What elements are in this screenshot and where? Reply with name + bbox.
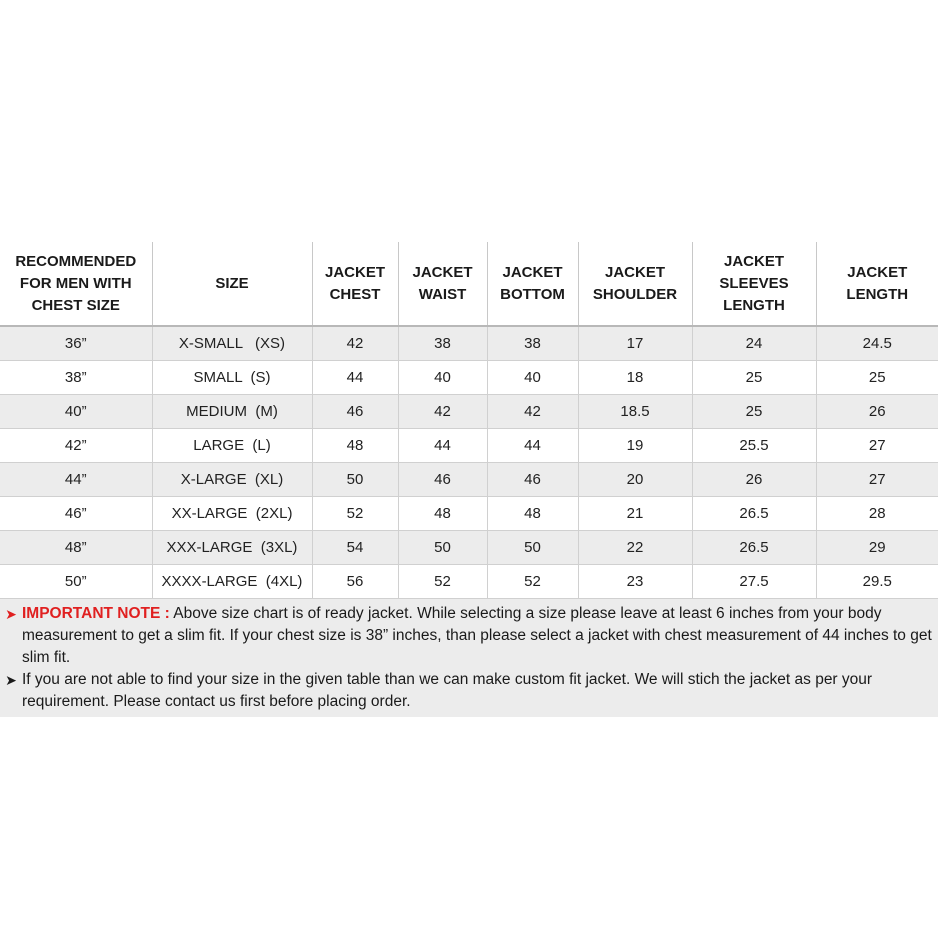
header-jacket-sleeves-length: JACKET SLEEVES LENGTH <box>692 242 816 326</box>
table-row <box>0 429 938 463</box>
cell-recommended-chest: 46” <box>0 497 152 531</box>
cell-jacket-bottom: 42 <box>487 395 578 429</box>
header-jacket-bottom: JACKET BOTTOM <box>487 242 578 326</box>
cell-size: LARGE (L) <box>152 429 312 463</box>
cell-jacket-shoulder: 20 <box>578 463 692 497</box>
cell-jacket-waist: 46 <box>398 463 487 497</box>
arrow-bullet-icon: ➤ <box>5 672 17 688</box>
cell-jacket-length: 26 <box>816 395 938 429</box>
cell-recommended-chest: 40” <box>0 395 152 429</box>
cell-jacket-waist: 52 <box>398 565 487 599</box>
header-jacket-length: JACKET LENGTH <box>816 242 938 326</box>
cell-jacket-sleeves-length: 25.5 <box>692 429 816 463</box>
header-recommended-chest: RECOMMENDED FOR MEN WITH CHEST SIZE <box>0 242 152 326</box>
cell-size: XXX-LARGE (3XL) <box>152 531 312 565</box>
cell-jacket-sleeves-length: 26 <box>692 463 816 497</box>
cell-jacket-sleeves-length: 24 <box>692 326 816 361</box>
cell-jacket-sleeves-length: 25 <box>692 395 816 429</box>
header-size: SIZE <box>152 242 312 326</box>
important-note-body: Above size chart is of ready jacket. While selecting a size please leave at least 6 inches from your body measurement to get a slim fit. If your chest size is 38” inches, than please select a jacket with chest measurement of 44 inches to get slim fit. <box>22 605 932 666</box>
cell-size: X-LARGE (XL) <box>152 463 312 497</box>
cell-jacket-bottom: 44 <box>487 429 578 463</box>
cell-recommended-chest: 48” <box>0 531 152 565</box>
table-row <box>0 565 938 599</box>
cell-jacket-waist: 38 <box>398 326 487 361</box>
important-note-label: IMPORTANT NOTE : <box>22 605 170 622</box>
table-row <box>0 531 938 565</box>
cell-jacket-waist: 48 <box>398 497 487 531</box>
cell-jacket-chest: 44 <box>312 361 398 395</box>
cell-recommended-chest: 50” <box>0 565 152 599</box>
cell-jacket-length: 29.5 <box>816 565 938 599</box>
cell-jacket-bottom: 40 <box>487 361 578 395</box>
arrow-bullet-icon: ➤ <box>5 606 17 622</box>
cell-jacket-length: 24.5 <box>816 326 938 361</box>
cell-size: MEDIUM (M) <box>152 395 312 429</box>
cell-jacket-shoulder: 19 <box>578 429 692 463</box>
cell-jacket-shoulder: 23 <box>578 565 692 599</box>
cell-jacket-sleeves-length: 25 <box>692 361 816 395</box>
cell-jacket-waist: 40 <box>398 361 487 395</box>
cell-jacket-chest: 56 <box>312 565 398 599</box>
cell-recommended-chest: 42” <box>0 429 152 463</box>
cell-recommended-chest: 38” <box>0 361 152 395</box>
size-table <box>0 242 938 599</box>
cell-jacket-sleeves-length: 27.5 <box>692 565 816 599</box>
cell-jacket-length: 29 <box>816 531 938 565</box>
cell-jacket-shoulder: 18 <box>578 361 692 395</box>
header-jacket-shoulder: JACKET SHOULDER <box>578 242 692 326</box>
cell-jacket-shoulder: 21 <box>578 497 692 531</box>
cell-jacket-chest: 46 <box>312 395 398 429</box>
cell-jacket-chest: 54 <box>312 531 398 565</box>
header-jacket-chest: JACKET CHEST <box>312 242 398 326</box>
important-note-text <box>22 603 932 669</box>
size-chart <box>0 242 938 717</box>
cell-size: XXXX-LARGE (4XL) <box>152 565 312 599</box>
cell-recommended-chest: 44” <box>0 463 152 497</box>
cell-jacket-bottom: 38 <box>487 326 578 361</box>
custom-fit-note <box>0 669 932 713</box>
cell-jacket-length: 27 <box>816 463 938 497</box>
cell-jacket-shoulder: 17 <box>578 326 692 361</box>
important-note <box>0 603 932 669</box>
cell-jacket-waist: 42 <box>398 395 487 429</box>
header-row <box>0 242 938 326</box>
notes-panel <box>0 599 938 717</box>
cell-jacket-shoulder: 18.5 <box>578 395 692 429</box>
custom-fit-note-text: If you are not able to find your size in the given table than we can make custom fit jacket. We will stich the jacket as per your requirement. Please contact us first before placing order. <box>22 671 873 710</box>
cell-size: SMALL (S) <box>152 361 312 395</box>
table-row <box>0 497 938 531</box>
cell-size: X-SMALL (XS) <box>152 326 312 361</box>
cell-jacket-shoulder: 22 <box>578 531 692 565</box>
cell-recommended-chest: 36” <box>0 326 152 361</box>
cell-size: XX-LARGE (2XL) <box>152 497 312 531</box>
cell-jacket-sleeves-length: 26.5 <box>692 497 816 531</box>
cell-jacket-bottom: 50 <box>487 531 578 565</box>
cell-jacket-waist: 50 <box>398 531 487 565</box>
header-jacket-waist: JACKET WAIST <box>398 242 487 326</box>
table-row <box>0 463 938 497</box>
table-row <box>0 326 938 361</box>
table-row <box>0 361 938 395</box>
cell-jacket-length: 25 <box>816 361 938 395</box>
cell-jacket-chest: 42 <box>312 326 398 361</box>
cell-jacket-chest: 48 <box>312 429 398 463</box>
cell-jacket-bottom: 46 <box>487 463 578 497</box>
cell-jacket-bottom: 52 <box>487 565 578 599</box>
cell-jacket-length: 27 <box>816 429 938 463</box>
cell-jacket-chest: 50 <box>312 463 398 497</box>
cell-jacket-waist: 44 <box>398 429 487 463</box>
cell-jacket-length: 28 <box>816 497 938 531</box>
cell-jacket-sleeves-length: 26.5 <box>692 531 816 565</box>
table-row <box>0 395 938 429</box>
table-body <box>0 326 938 599</box>
cell-jacket-bottom: 48 <box>487 497 578 531</box>
cell-jacket-chest: 52 <box>312 497 398 531</box>
